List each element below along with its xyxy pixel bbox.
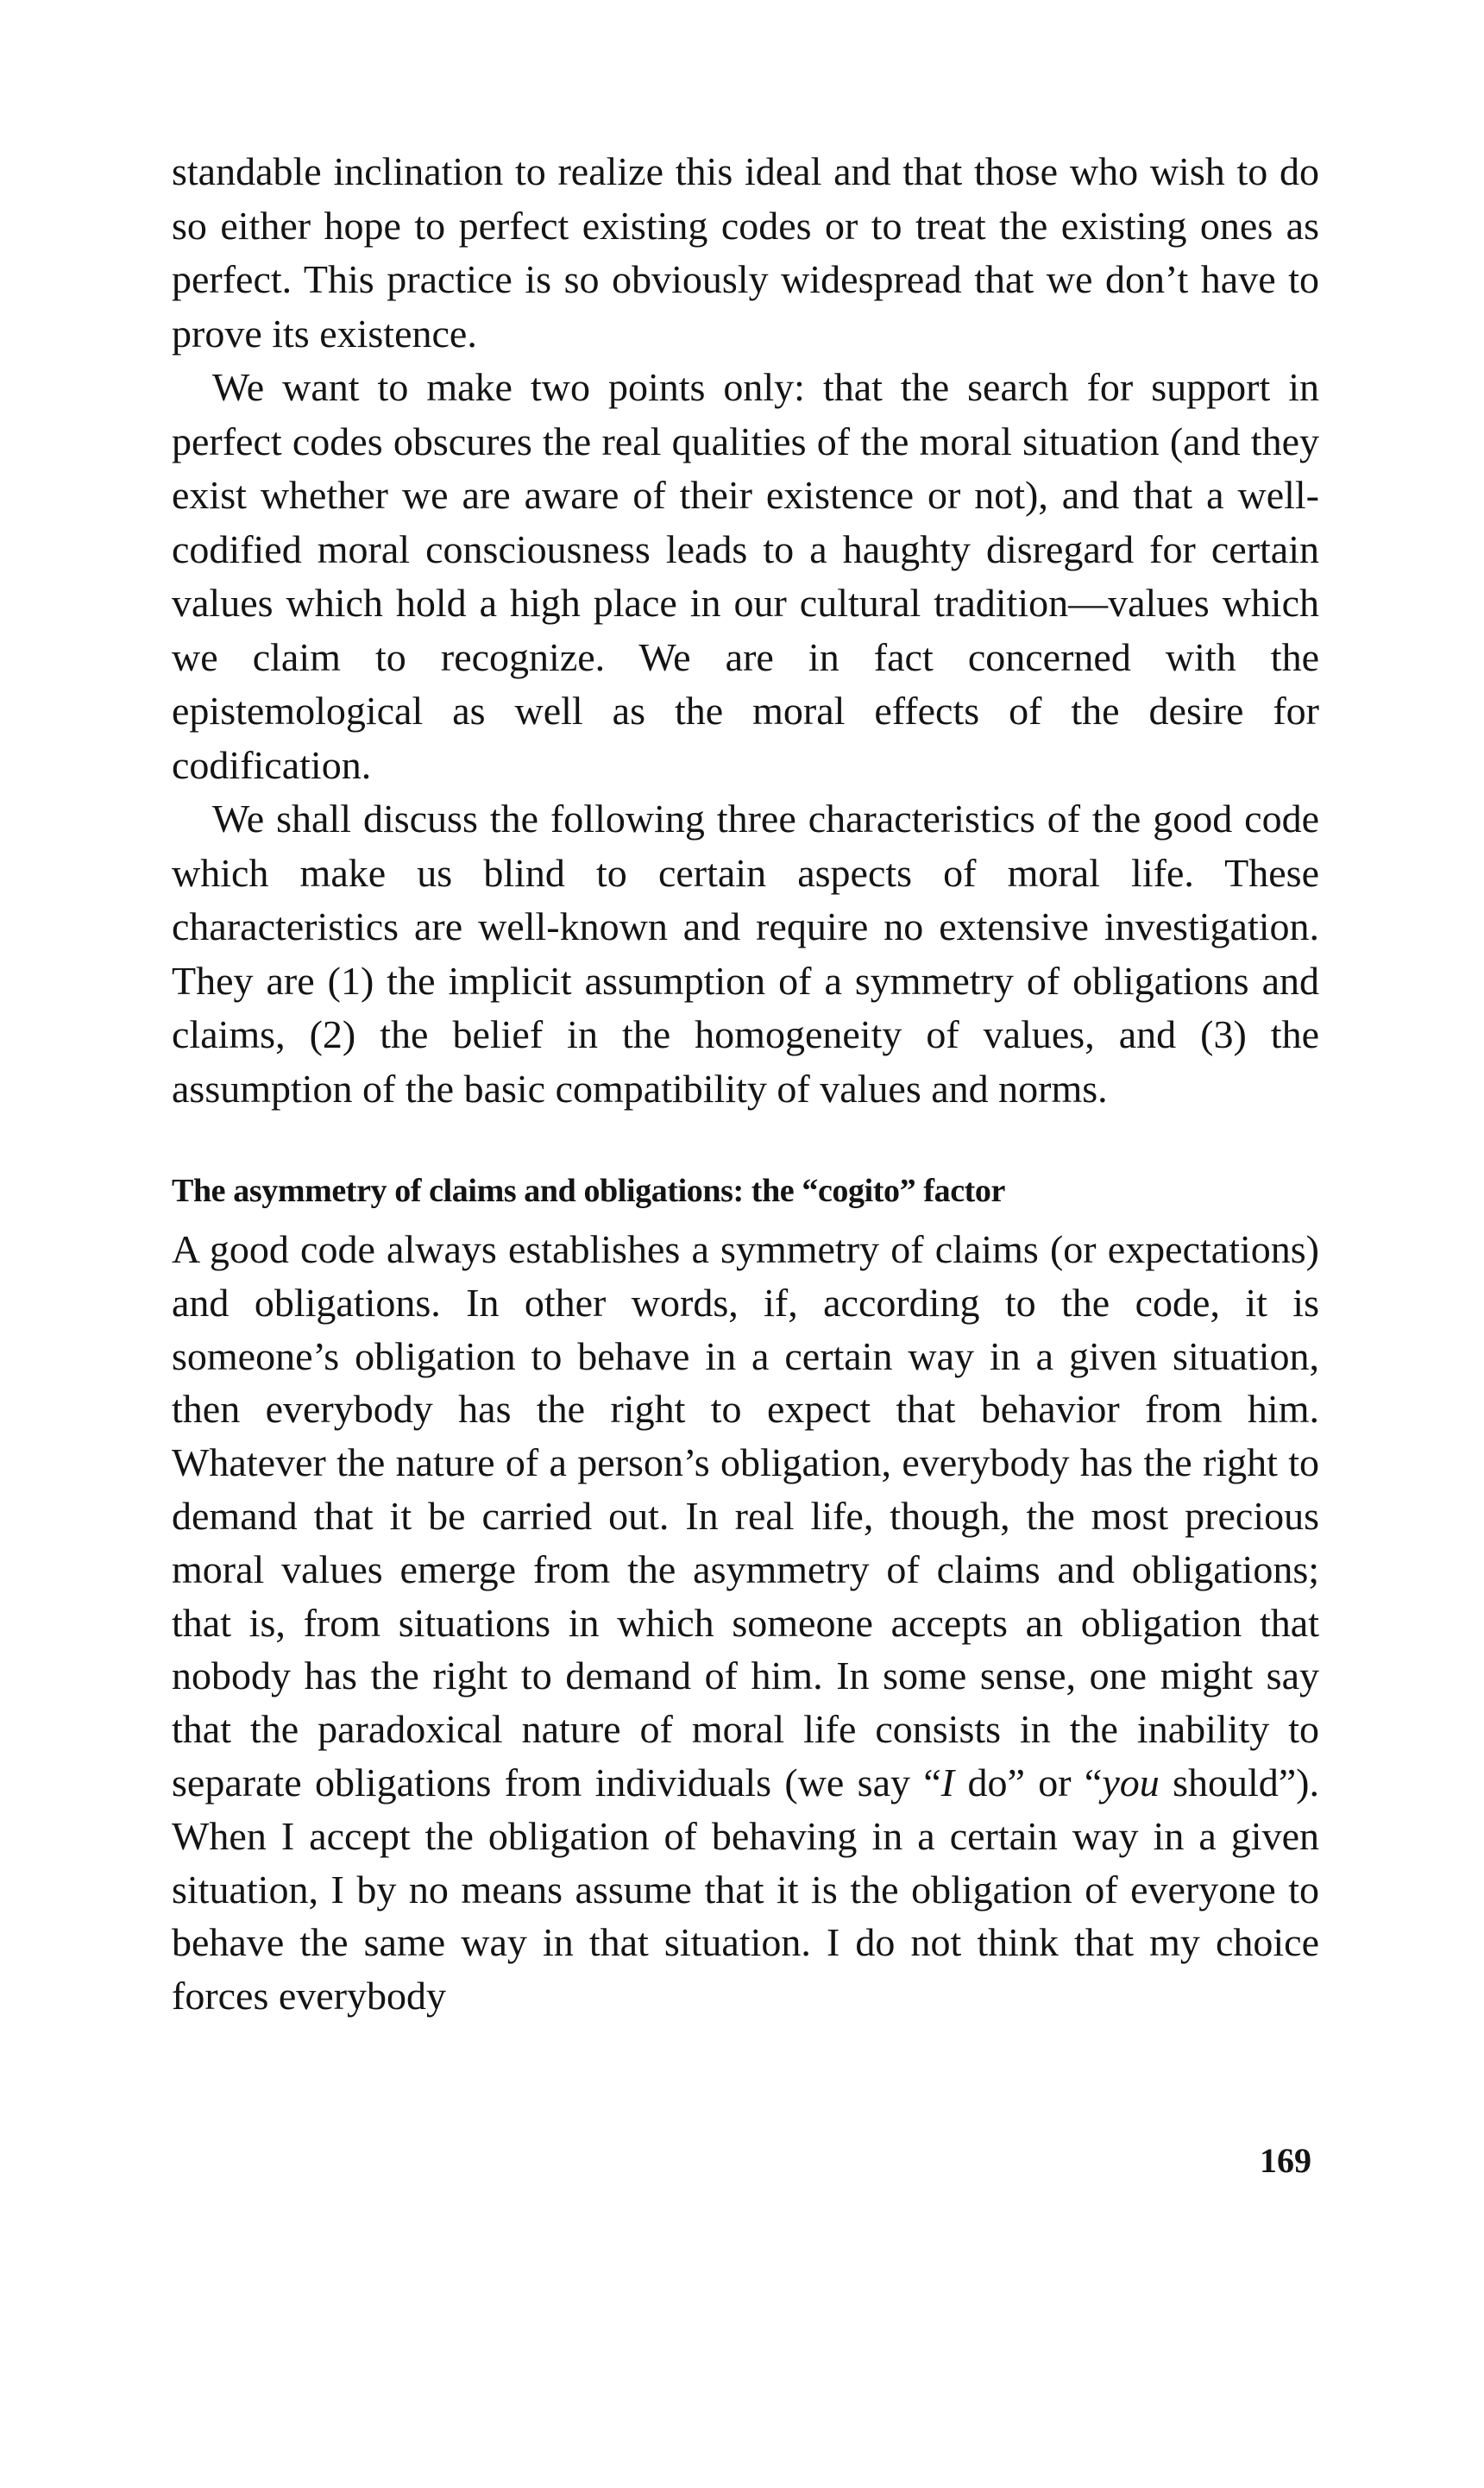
section-body <box>172 1223 1319 2023</box>
paragraph-continued: standable inclination to realize this ideal and that those who wish to do so either hope to perfect existing codes or to treat the existing ones as perfect. This practice is so obviously widespread that we don’t have to prove its existence. <box>172 149 1319 356</box>
paragraph-two-points: We want to make two points only: that the search for support in perfect codes obscures the real qualities of the moral situation (and they exist whether we are aware of their existence or not), and that a well-codified moral consciousness leads to a haughty disregard for certain values which hold a high place in our cultural tradition—values which we claim to recognize. We are in fact concerned with the epistemological as well as the moral effects of the desire for codification. <box>172 365 1319 787</box>
paragraph-three-characteristics: We shall discuss the following three characteristics of the good code which make us blind to certain aspects of moral life. These characteristics are well-known and require no extensive investigation. They are (1) the implicit assumption of a symmetry of obligations and claims, (2) the belief in the homogeneity of values, and (3) the assumption of the basic compatibility of values and norms. <box>172 797 1319 1111</box>
italic-you: you <box>1102 1760 1160 1805</box>
text-block <box>172 145 1319 2023</box>
paragraph-good-code <box>172 1223 1319 2023</box>
page-number: 169 <box>1260 2141 1311 2180</box>
paragraph-text-c: should”). When I accept the obligation of behaving in a certain way in a given situation, I by no means assume that it is the obligation of everyone to behave the same way in that situation. I do not think that my choice forces everybody <box>172 1760 1320 2019</box>
paragraph-text-b: do” or “ <box>954 1760 1103 1805</box>
italic-i: I <box>940 1760 955 1805</box>
section-heading: The asymmetry of claims and obligations: the “cogito” factor <box>172 1173 1005 1209</box>
paragraph-text-a: A good code always establishes a symmetry of claims (or expectations) and obligations. In other words, if, according to the code, it is someone’s obligation to behave in a certain way in a given situation, then everybody has the right to expect that behavior from him. Whatever the nature of a person’s obligation, everybody has the right to demand that it be carried out. In real life, though, the most precious moral values emerge from the asymmetry of claims and obligations; that is, from situations in which someone accepts an obligation that nobody has the right to demand of him. In some sense, one might say that the paradoxical nature of moral life consists in the inability to separate obligations from individuals (we say “ <box>172 1227 1319 1805</box>
